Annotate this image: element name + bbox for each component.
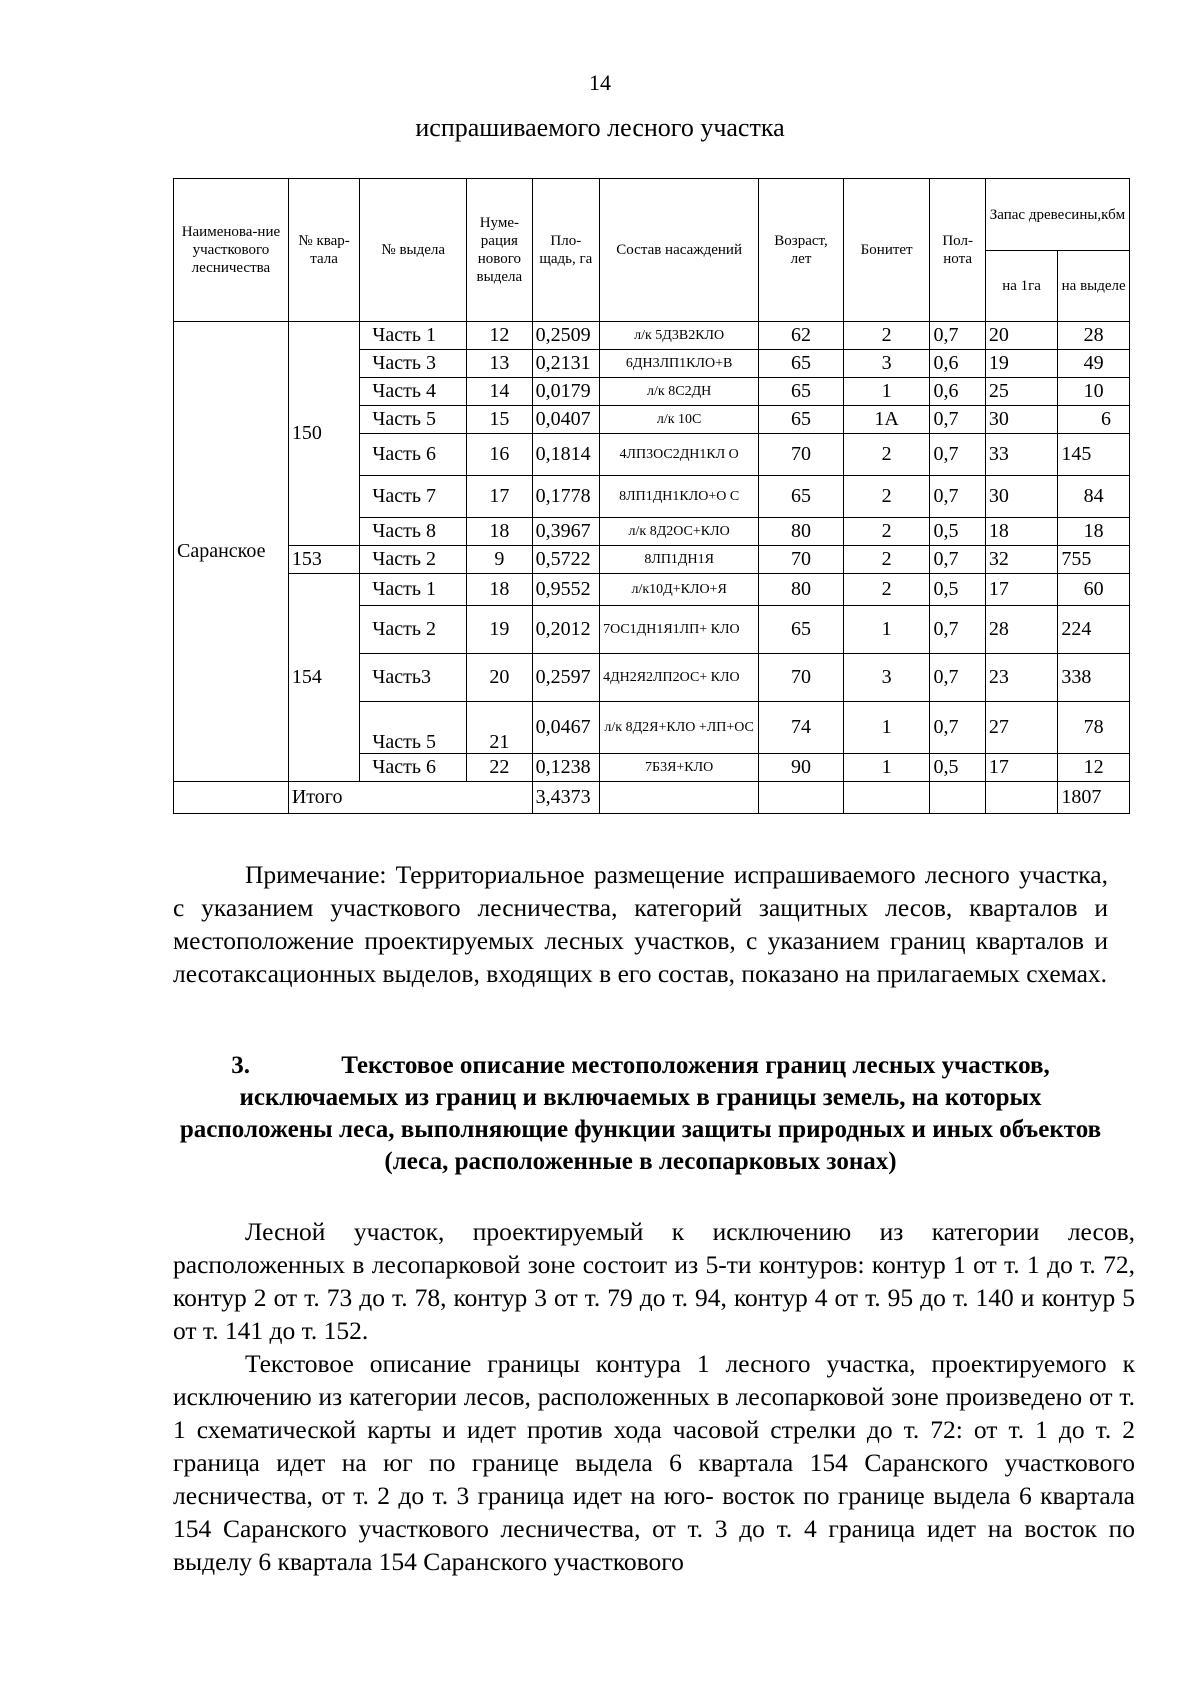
header-density: Пол-нота (930, 179, 985, 322)
header-stock: Запас древесины,кбм (985, 179, 1129, 251)
table-caption: испрашиваемого лесного участка (415, 113, 785, 142)
page-number: 14 (589, 70, 611, 95)
table-row: Часть 3 13 0,2131 6ДН3ЛП1КЛО+В 65 3 0,6 19 49 (174, 350, 1130, 378)
header-composition: Состав насаждений (600, 179, 759, 322)
table-row: Часть 4 14 0,0179 л/к 8С2ДН 65 1 0,6 25 10 (174, 378, 1130, 406)
body-paragraph: Текстовое описание границы контура 1 лесного участка, проектируемого к исключению из категории лесов, расположенных в лесопарковой зоне произведено от т. 1 схематической карты и идет против хода часовой стрелки до т. 72: от т. 1 до т. 2 граница идет на юг по границе выдела 6 квартала 154 Саранского участкового лесничества, от т. 2 до т. 3 граница идет на юго- восток по границе выдела 6 квартала 154 Саранского участкового лесничества, от т. 3 до т. 4 граница идет на восток по выделу 6 квартала 154 Саранского участкового (173, 1349, 1135, 1576)
body-paragraph: Лесной участок, проектируемый к исключению из категории лесов, расположенных в лесопарковой зоне состоит из 5-ти контуров: контур 1 от т. 1 до т. 72, контур 2 от т. 73 до т. 78, контур 3 от т. 79 до т. 94, контур 4 от т. 95 до т. 140 и контур 5 от т. 141 до т. 152. (173, 1217, 1135, 1345)
table-row: Часть 5 15 0,0407 л/к 10С 65 1А 0,7 30 6 (174, 406, 1130, 434)
header-area: Пло-щадь, га (532, 179, 599, 322)
header-forestry: Наименова-ние участкового лесничества (174, 179, 289, 322)
total-row (174, 782, 1130, 814)
quarter-cell: 154 (288, 574, 360, 782)
table-row: Часть3 20 0,2597 4ДН2Я2ЛП2ОС+ КЛО 70 3 0,7 23 338 (174, 654, 1130, 702)
table-row: Часть 5 21 0,0467 л/к 8Д2Я+КЛО +ЛП+ОС 74 1 0,7 27 78 (174, 702, 1130, 754)
header-age: Возраст, лет (759, 179, 844, 322)
total-stock: 1807 (1058, 782, 1130, 814)
body-text (173, 1215, 1135, 1578)
table-row: Часть 7 17 0,1778 8ЛП1ДН1КЛО+О С 65 2 0,7 30 84 (174, 476, 1130, 518)
total-area: 3,4373 (532, 782, 599, 814)
section-heading (173, 1050, 1108, 1178)
section-title: Текстовое описание местоположения границ лесных участков, исключаемых из границ и включаемых в границы земель, на которых расположены леса, выполняющие функции защиты природных и иных объектов (леса, расположенные в лесопарковых зонах) (179, 1052, 1102, 1175)
header-stock-allotment: на выделе (1058, 251, 1130, 322)
header-new-number: Нуме-рация нового выдела (467, 179, 532, 322)
forest-table (173, 178, 1130, 814)
header-allotment: № выдела (360, 179, 467, 322)
forestry-cell: Саранское (174, 322, 289, 782)
header-quarter: № квар-тала (288, 179, 360, 322)
table-row: Часть 6 22 0,1238 7Б3Я+КЛО 90 1 0,5 17 12 (174, 754, 1130, 782)
table-row: Саранское 150 Часть 1 12 0,2509 л/к 5Д3В2КЛО 62 2 0,7 20 28 (174, 322, 1130, 350)
table-row: Часть 6 16 0,1814 4ЛП3ОС2ДН1КЛ О 70 2 0,7 33 145 (174, 434, 1130, 476)
quarter-cell: 153 (288, 546, 360, 574)
quarter-cell: 150 (288, 322, 360, 546)
table-row: Часть 2 19 0,2012 7ОС1ДН1Я1ЛП+ КЛО 65 1 0,7 28 224 (174, 606, 1130, 654)
table-row: 153 Часть 2 9 0,5722 8ЛП1ДН1Я 70 2 0,7 32 755 (174, 546, 1130, 574)
header-bonitet: Бонитет (843, 179, 930, 322)
table-row: 154 Часть 1 18 0,9552 л/к10Д+КЛО+Я 80 2 0,5 17 60 (174, 574, 1130, 606)
note-paragraph: Примечание: Территориальное размещение испрашиваемого лесного участка, с указанием участкового лесничества, категорий защитных лесов, кварталов и местоположение проектируемых лесных участков, с указанием границ кварталов и лесотаксационных выделов, входящих в его состав, показано на прилагаемых схемах. (173, 860, 1108, 988)
table-row: Часть 8 18 0,3967 л/к 8Д2ОС+КЛО 80 2 0,5 18 18 (174, 518, 1130, 546)
section-number: 3. (231, 1052, 250, 1079)
header-stock-per-ha: на 1га (985, 251, 1058, 322)
total-label: Итого (288, 782, 532, 814)
